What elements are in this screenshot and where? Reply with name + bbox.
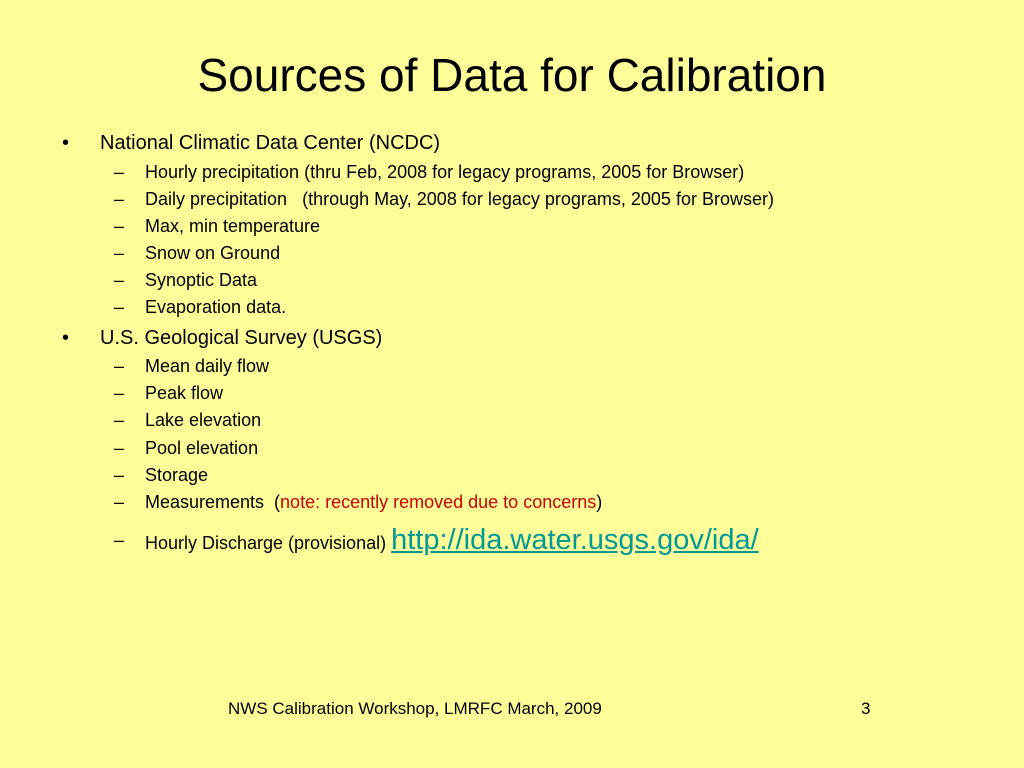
dash-icon: – xyxy=(114,492,125,512)
bullet-icon: • xyxy=(62,132,70,154)
sub-item-label: Lake elevation xyxy=(145,410,262,430)
sub-item-label: Peak flow xyxy=(145,383,224,403)
measurements-note: note: recently removed due to concerns xyxy=(280,492,597,512)
dash-icon: – xyxy=(114,438,125,458)
sub-item-label: Storage xyxy=(145,465,209,485)
sub-item-peak-flow xyxy=(114,382,224,404)
sub-item-label: Daily precipitation (through May, 2008 for legacy programs, 2005 for Browser) xyxy=(145,189,774,209)
sub-item-storage xyxy=(114,464,209,486)
sub-item-measurements xyxy=(114,491,603,513)
dash-icon: – xyxy=(114,297,125,317)
bullet-usgs xyxy=(62,326,383,350)
sub-item-label: Hourly precipitation (thru Feb, 2008 for legacy programs, 2005 for Browser) xyxy=(145,162,745,182)
sub-item-label: Max, min temperature xyxy=(145,216,321,236)
sub-item-evaporation-data xyxy=(114,296,287,318)
discharge-label: Hourly Discharge (provisional) xyxy=(145,533,392,553)
sub-item-synoptic-data xyxy=(114,269,258,291)
sub-item-label: Evaporation data. xyxy=(145,297,287,317)
dash-icon: – xyxy=(114,465,125,485)
sub-item-hourly-discharge xyxy=(114,521,759,562)
footer-text: NWS Calibration Workshop, LMRFC March, 2009 xyxy=(228,699,602,718)
dash-icon: – xyxy=(114,189,125,209)
dash-icon: – xyxy=(114,216,125,236)
dash-icon: – xyxy=(114,270,125,290)
dash-icon: – xyxy=(114,383,125,403)
slide-title: Sources of Data for Calibration xyxy=(197,49,827,101)
sub-item-daily-precipitation xyxy=(114,188,774,210)
bullet-label: U.S. Geological Survey (USGS) xyxy=(100,327,383,349)
sub-item-mean-daily-flow xyxy=(114,355,270,377)
sub-item-hourly-precipitation xyxy=(114,161,745,183)
dash-icon: – xyxy=(114,410,125,430)
dash-icon: – xyxy=(114,356,125,376)
sub-item-lake-elevation xyxy=(114,409,262,431)
bullet-ncdc xyxy=(62,131,441,155)
bullet-label: National Climatic Data Center (NCDC) xyxy=(100,132,441,154)
sub-item-max-min-temperature xyxy=(114,215,321,237)
dash-icon: – xyxy=(114,530,125,550)
dash-icon: – xyxy=(114,162,125,182)
measurements-label: Measurements ( xyxy=(145,492,281,512)
sub-item-snow-on-ground xyxy=(114,242,281,264)
usgs-ida-link[interactable]: http://ida.water.usgs.gov/ida/ xyxy=(391,524,759,556)
sub-item-pool-elevation xyxy=(114,437,259,459)
sub-item-label: Synoptic Data xyxy=(145,270,258,290)
dash-icon: – xyxy=(114,243,125,263)
page-number: 3 xyxy=(861,699,871,718)
sub-item-label: Snow on Ground xyxy=(145,243,281,263)
bullet-icon: • xyxy=(62,327,70,349)
measurements-close: ) xyxy=(596,492,603,512)
sub-item-label: Pool elevation xyxy=(145,438,259,458)
sub-item-label: Mean daily flow xyxy=(145,356,270,376)
